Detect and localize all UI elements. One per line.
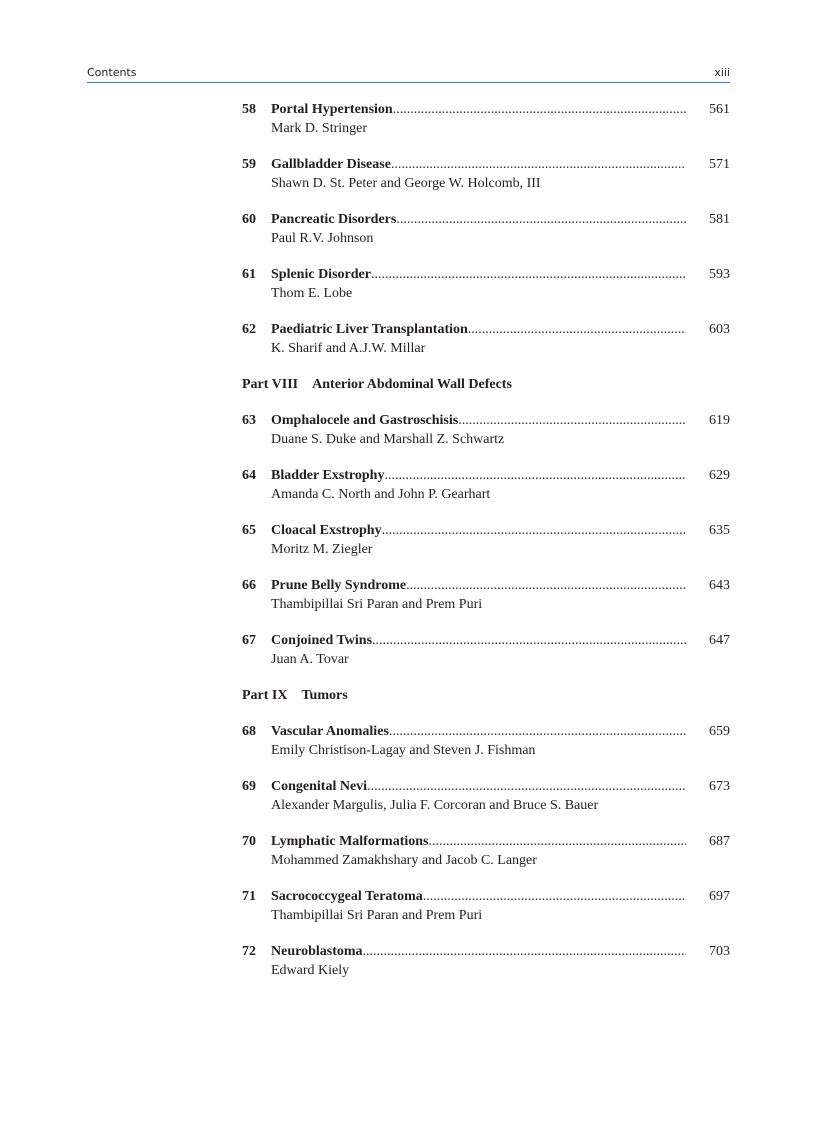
page-number: xiii bbox=[714, 66, 730, 79]
toc-entry[interactable] bbox=[242, 265, 730, 303]
chapter-title[interactable]: Splenic Disorder bbox=[271, 267, 371, 282]
chapter-authors: Shawn D. St. Peter and George W. Holcomb, III bbox=[271, 176, 541, 191]
dot-leader bbox=[382, 521, 686, 540]
chapter-page: 643 bbox=[709, 578, 730, 593]
chapter-page: 687 bbox=[709, 834, 730, 849]
dot-leader bbox=[371, 265, 686, 284]
chapter-title[interactable]: Congenital Nevi bbox=[271, 779, 368, 794]
toc-entry[interactable] bbox=[242, 155, 730, 193]
toc-entry[interactable] bbox=[242, 466, 730, 504]
dot-leader bbox=[393, 100, 686, 119]
chapter-title[interactable]: Paediatric Liver Transplantation bbox=[271, 322, 468, 337]
header-rule bbox=[87, 82, 730, 83]
chapter-authors: Amanda C. North and John P. Gearhart bbox=[271, 487, 491, 502]
chapter-title[interactable]: Portal Hypertension bbox=[271, 102, 393, 117]
part-heading bbox=[242, 375, 730, 394]
chapter-page: 571 bbox=[709, 157, 730, 172]
chapter-page: 581 bbox=[709, 212, 730, 227]
dot-leader bbox=[406, 576, 686, 595]
dot-leader bbox=[389, 722, 686, 741]
chapter-number: 69 bbox=[242, 779, 256, 794]
dot-leader bbox=[363, 942, 686, 961]
chapter-title[interactable]: Pancreatic Disorders bbox=[271, 212, 397, 227]
chapter-number: 58 bbox=[242, 102, 256, 117]
chapter-authors: Paul R.V. Johnson bbox=[271, 231, 374, 246]
toc-entry[interactable] bbox=[242, 210, 730, 248]
chapter-title[interactable]: Vascular Anomalies bbox=[271, 724, 389, 739]
chapter-title[interactable]: Lymphatic Malformations bbox=[271, 834, 429, 849]
chapter-number: 59 bbox=[242, 157, 256, 172]
chapter-title[interactable]: Cloacal Exstrophy bbox=[271, 523, 382, 538]
chapter-authors: Mohammed Zamakhshary and Jacob C. Langer bbox=[271, 853, 537, 868]
section-title: Contents bbox=[87, 66, 137, 79]
chapter-title[interactable]: Bladder Exstrophy bbox=[271, 468, 385, 483]
chapter-title[interactable]: Prune Belly Syndrome bbox=[271, 578, 407, 593]
chapter-number: 61 bbox=[242, 267, 256, 282]
chapter-authors: K. Sharif and A.J.W. Millar bbox=[271, 341, 426, 356]
chapter-authors: Moritz M. Ziegler bbox=[271, 542, 373, 557]
dot-leader bbox=[423, 887, 686, 906]
toc-entry[interactable] bbox=[242, 722, 730, 760]
toc-entry[interactable] bbox=[242, 832, 730, 870]
dot-leader bbox=[396, 210, 686, 229]
chapter-page: 561 bbox=[709, 102, 730, 117]
chapter-number: 63 bbox=[242, 413, 256, 428]
chapter-page: 629 bbox=[709, 468, 730, 483]
chapter-number: 68 bbox=[242, 724, 256, 739]
chapter-authors: Thambipillai Sri Paran and Prem Puri bbox=[271, 597, 483, 612]
chapter-authors: Duane S. Duke and Marshall Z. Schwartz bbox=[271, 432, 505, 447]
toc-entry[interactable] bbox=[242, 942, 730, 980]
chapter-number: 62 bbox=[242, 322, 256, 337]
chapter-number: 64 bbox=[242, 468, 256, 483]
chapter-number: 72 bbox=[242, 944, 256, 959]
part-label: Part VIII bbox=[242, 377, 299, 392]
chapter-authors: Mark D. Stringer bbox=[271, 121, 368, 136]
chapter-number: 65 bbox=[242, 523, 256, 538]
chapter-title[interactable]: Omphalocele and Gastroschisis bbox=[271, 413, 459, 428]
chapter-title[interactable]: Conjoined Twins bbox=[271, 633, 373, 648]
chapter-number: 66 bbox=[242, 578, 256, 593]
dot-leader bbox=[468, 320, 686, 339]
part-label: Part IX bbox=[242, 688, 288, 703]
toc-entry[interactable] bbox=[242, 576, 730, 614]
chapter-title[interactable]: Gallbladder Disease bbox=[271, 157, 391, 172]
chapter-authors: Thom E. Lobe bbox=[271, 286, 353, 301]
part-title: Tumors bbox=[301, 688, 348, 703]
toc-entry[interactable] bbox=[242, 887, 730, 925]
toc-entry[interactable] bbox=[242, 631, 730, 669]
chapter-page: 647 bbox=[709, 633, 730, 648]
dot-leader bbox=[391, 155, 686, 174]
chapter-number: 67 bbox=[242, 633, 256, 648]
chapter-authors: Juan A. Tovar bbox=[271, 652, 349, 667]
chapter-authors: Edward Kiely bbox=[271, 963, 350, 978]
chapter-number: 71 bbox=[242, 889, 256, 904]
chapter-page: 635 bbox=[709, 523, 730, 538]
chapter-title[interactable]: Sacrococcygeal Teratoma bbox=[271, 889, 423, 904]
part-title: Anterior Abdominal Wall Defects bbox=[312, 377, 512, 392]
chapter-number: 70 bbox=[242, 834, 256, 849]
toc-entry[interactable] bbox=[242, 777, 730, 815]
dot-leader bbox=[458, 411, 686, 430]
chapter-authors: Emily Christison-Lagay and Steven J. Fishman bbox=[271, 743, 536, 758]
chapter-page: 619 bbox=[709, 413, 730, 428]
chapter-page: 697 bbox=[709, 889, 730, 904]
toc-entry[interactable] bbox=[242, 320, 730, 358]
chapter-page: 703 bbox=[709, 944, 730, 959]
dot-leader bbox=[367, 777, 686, 796]
part-heading bbox=[242, 686, 730, 705]
dot-leader bbox=[384, 466, 686, 485]
chapter-page: 603 bbox=[709, 322, 730, 337]
chapter-number: 60 bbox=[242, 212, 256, 227]
chapter-page: 659 bbox=[709, 724, 730, 739]
chapter-page: 593 bbox=[709, 267, 730, 282]
dot-leader bbox=[429, 832, 687, 851]
chapter-authors: Thambipillai Sri Paran and Prem Puri bbox=[271, 908, 483, 923]
chapter-title[interactable]: Neuroblastoma bbox=[271, 944, 363, 959]
toc-entry[interactable] bbox=[242, 100, 730, 138]
chapter-authors: Alexander Margulis, Julia F. Corcoran and Bruce S. Bauer bbox=[271, 798, 599, 813]
dot-leader bbox=[372, 631, 686, 650]
toc-entry[interactable] bbox=[242, 411, 730, 449]
table-of-contents bbox=[242, 100, 730, 997]
chapter-page: 673 bbox=[709, 779, 730, 794]
toc-entry[interactable] bbox=[242, 521, 730, 559]
